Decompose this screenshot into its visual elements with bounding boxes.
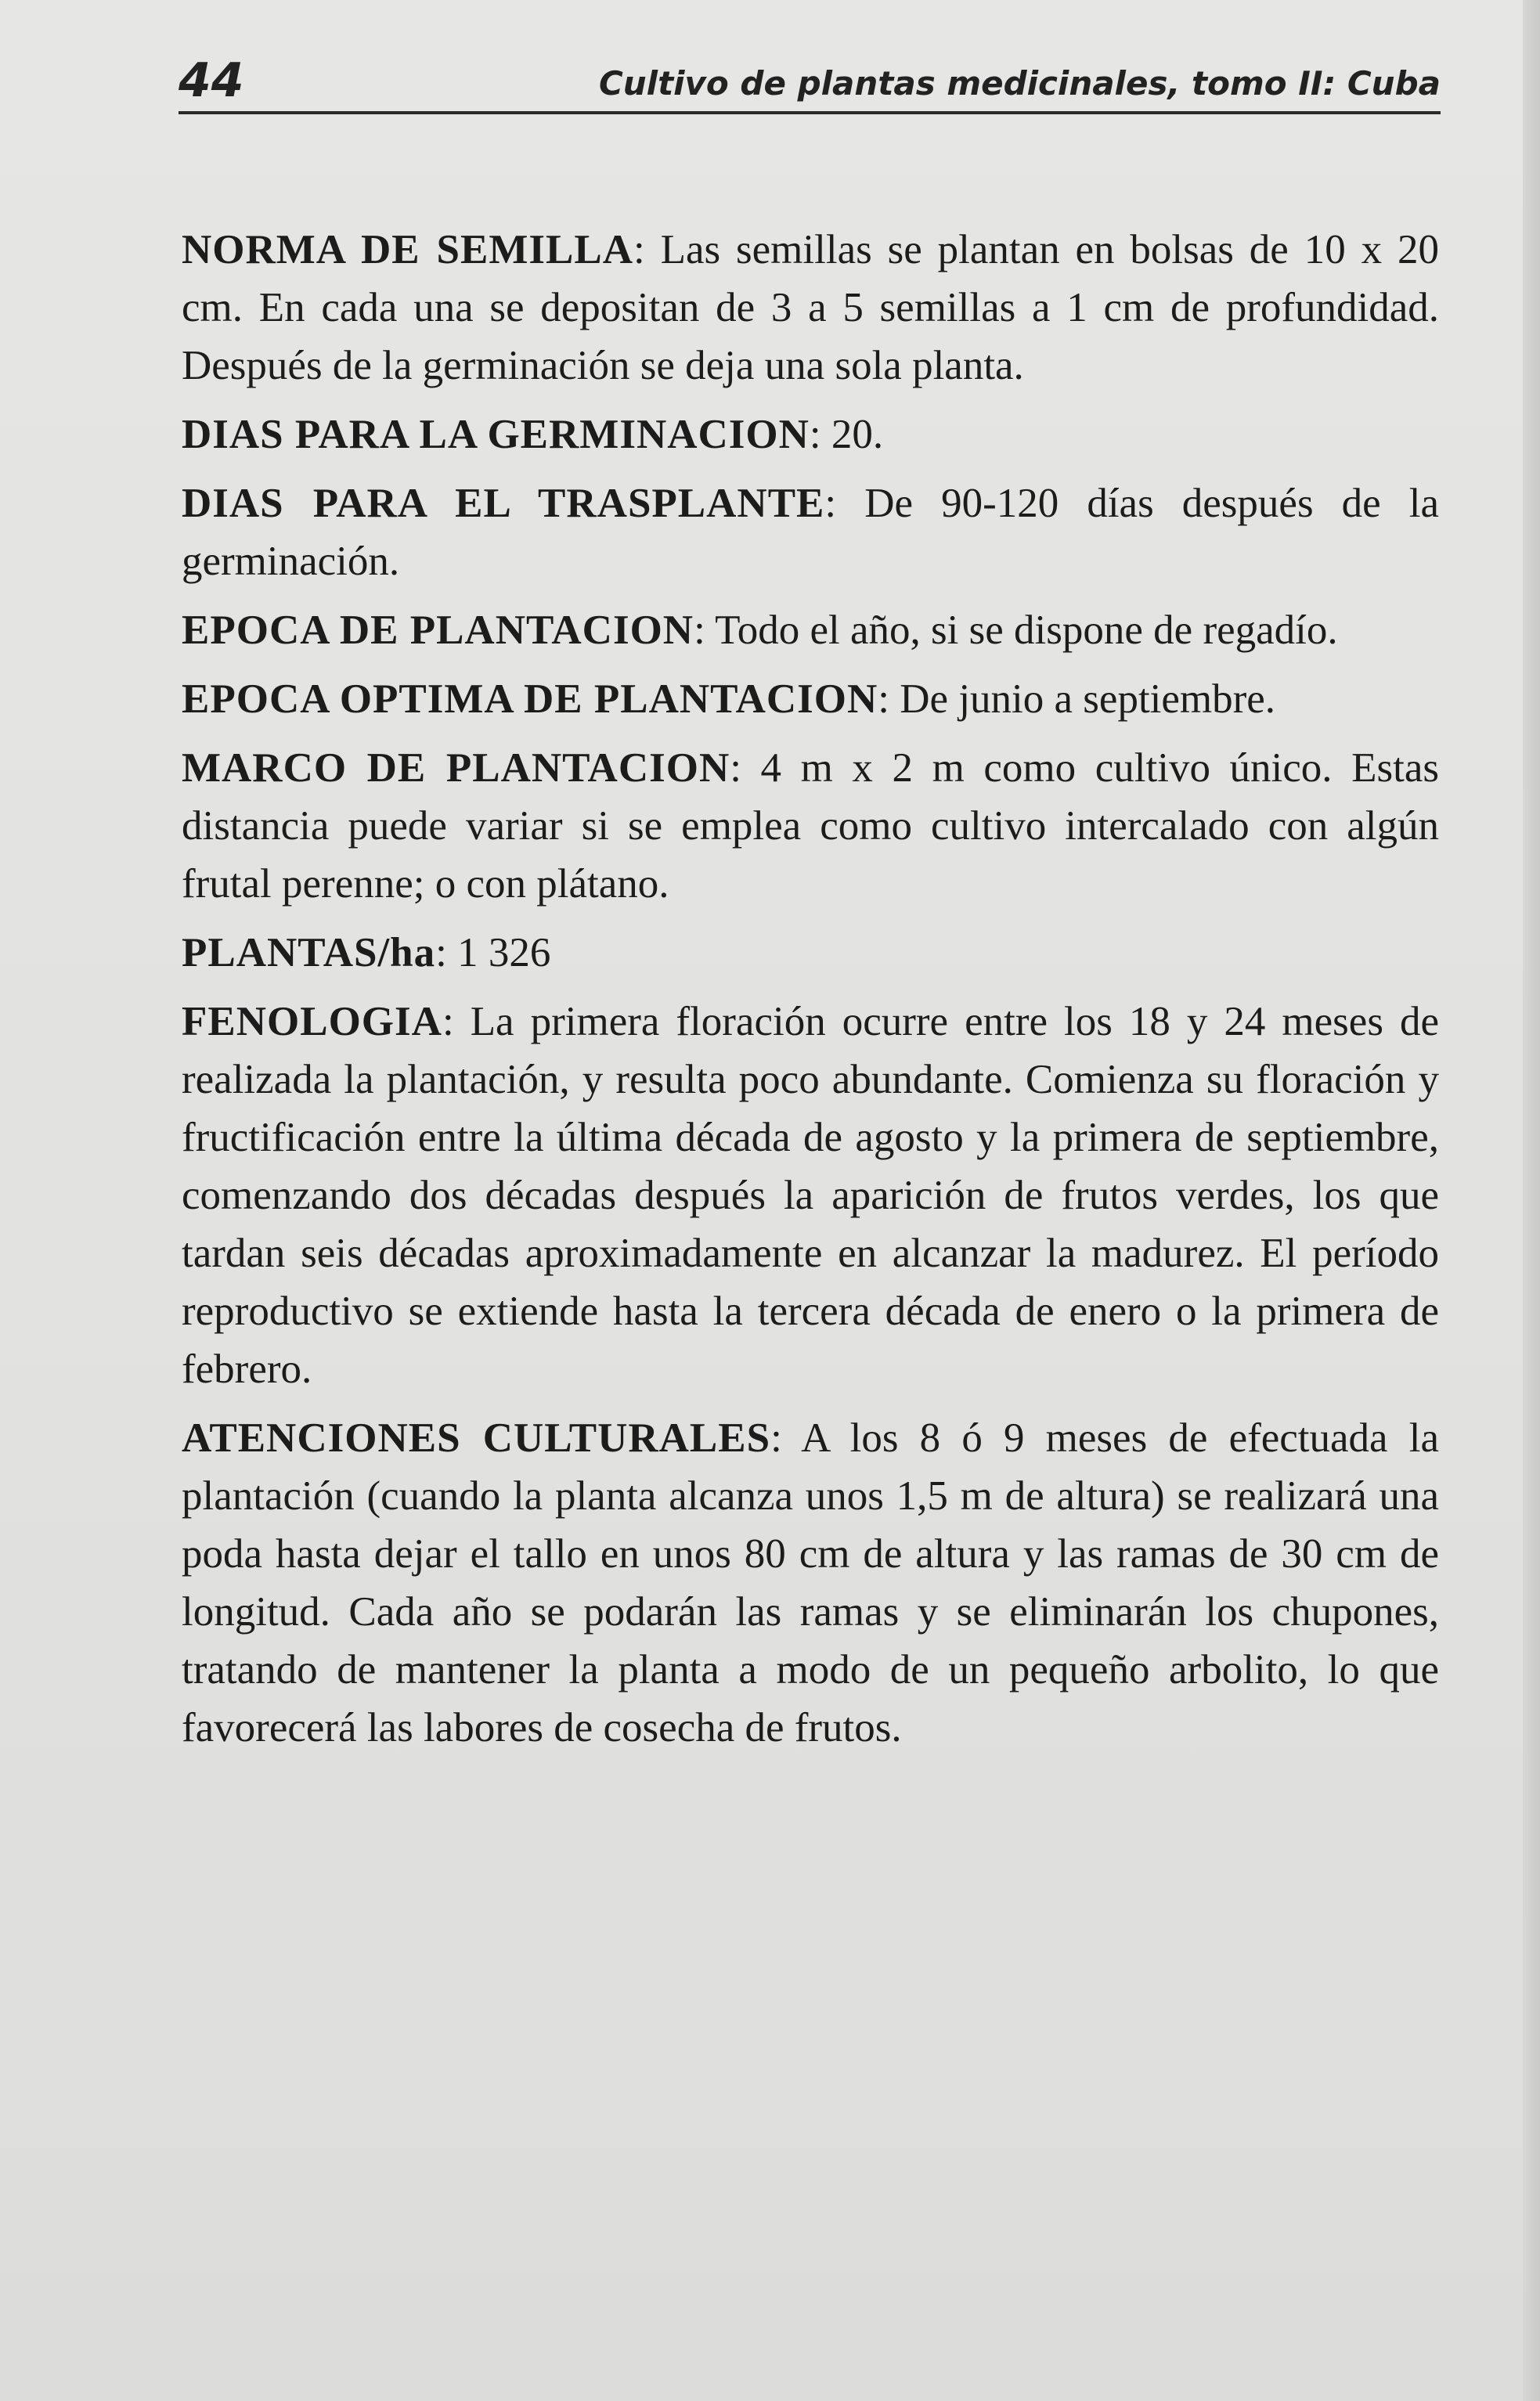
section-text: Todo el año, si se dispone de regadío. — [715, 607, 1338, 653]
section-term: FENOLOGIA — [182, 999, 442, 1044]
section-term: DIAS PARA EL TRASPLANTE — [182, 481, 825, 526]
section-fenologia: FENOLOGIA: La primera floración ocurre entre los 18 y 24 meses de realizada la plantación, y resulta poco abundante. Comienza su floración y fructificación entre la última década de agosto y la primera de septiembre, comenzando dos décadas después la aparición de frutos verdes, los que tardan seis décadas aproximadamente en alcanzar la madurez. El período reproductivo se extiende hasta la tercera década de enero o la primera de febrero. — [182, 999, 1439, 1392]
running-head: Cultivo de plantas medicinales, tomo II: Cuba — [598, 64, 1441, 103]
section-dias-germinacion: DIAS PARA LA GERMINACION: 20. — [182, 412, 884, 457]
section-epoca-optima: EPOCA OPTIMA DE PLANTACION: De junio a septiembre. — [182, 676, 1276, 722]
page-edge-shadow — [1523, 0, 1540, 2401]
section-text: 4 m x 2 m como cultivo único. Estas distancia puede variar si se emplea como cultivo intercalado con algún frutal perenne; o con plátano. — [182, 745, 1439, 907]
section-term: NORMA DE SEMILLA — [182, 227, 633, 272]
section-text: A los 8 ó 9 meses de efectuada la plantación (cuando la planta alcanza unos 1,5 m de altura) se realizará una poda hasta dejar el tallo en unos 80 cm de altura y las ramas de 30 cm de longitud. Cada año se podarán las ramas y se eliminarán los chupones, tratando de mantener la planta a modo de un pequeño arbolito, lo que favorecerá las labores de cosecha de frutos. — [182, 1415, 1439, 1750]
page-number: 44 — [179, 53, 244, 108]
section-text: La primera floración ocurre entre los 18 y 24 meses de realizada la plantación, y resulta poco abundante. Comienza su floración y fructificación entre la última década de agosto y la primera de septiembre, comenzando dos décadas después la aparición de frutos verdes, los que tardan seis décadas aproximadamente en alcanzar la madurez. El período reproductivo se extiende hasta la tercera década de enero o la primera de febrero. — [182, 999, 1439, 1392]
section-text: Las semillas se plantan en bolsas de 10 x 20 cm. En cada una se depositan de 3 a 5 semillas a 1 cm de profundidad. Después de la germinación se deja una sola planta. — [182, 227, 1439, 388]
section-plantas-ha: PLANTAS/ha: 1 326 — [182, 930, 551, 975]
section-text: De junio a septiembre. — [900, 676, 1276, 722]
header-rule — [179, 111, 1441, 114]
section-term: MARCO DE PLANTACION — [182, 745, 730, 791]
page-header — [179, 49, 1441, 119]
section-dias-trasplante: DIAS PARA EL TRASPLANTE: De 90-120 días después de la germinación. — [182, 481, 1439, 584]
section-text: 20. — [831, 412, 884, 457]
section-term: EPOCA DE PLANTACION — [182, 607, 694, 653]
section-term: ATENCIONES CULTURALES — [182, 1415, 771, 1461]
section-term: PLANTAS/ha — [182, 930, 436, 975]
section-term: EPOCA OPTIMA DE PLANTACION — [182, 676, 878, 722]
page-body — [182, 221, 1439, 1768]
section-text: De 90-120 días después de la germinación. — [182, 481, 1439, 584]
section-norma-de-semilla: NORMA DE SEMILLA: Las semillas se plantan en bolsas de 10 x 20 cm. En cada una se depositan de 3 a 5 semillas a 1 cm de profundidad. Después de la germinación se deja una sola planta. — [182, 227, 1439, 388]
section-atenciones-culturales: ATENCIONES CULTURALES: A los 8 ó 9 meses de efectuada la plantación (cuando la planta alcanza unos 1,5 m de altura) se realizará una poda hasta dejar el tallo en unos 80 cm de altura y las ramas de 30 cm de longitud. Cada año se podarán las ramas y se eliminarán los chupones, tratando de mantener la planta a modo de un pequeño arbolito, lo que favorecerá las labores de cosecha de frutos. — [182, 1415, 1439, 1750]
section-term: DIAS PARA LA GERMINACION — [182, 412, 810, 457]
section-text: 1 326 — [457, 930, 551, 975]
section-epoca-plantacion: EPOCA DE PLANTACION: Todo el año, si se dispone de regadío. — [182, 607, 1338, 653]
section-marco-plantacion: MARCO DE PLANTACION: 4 m x 2 m como cultivo único. Estas distancia puede variar si se emplea como cultivo intercalado con algún frutal perenne; o con plátano. — [182, 745, 1439, 907]
